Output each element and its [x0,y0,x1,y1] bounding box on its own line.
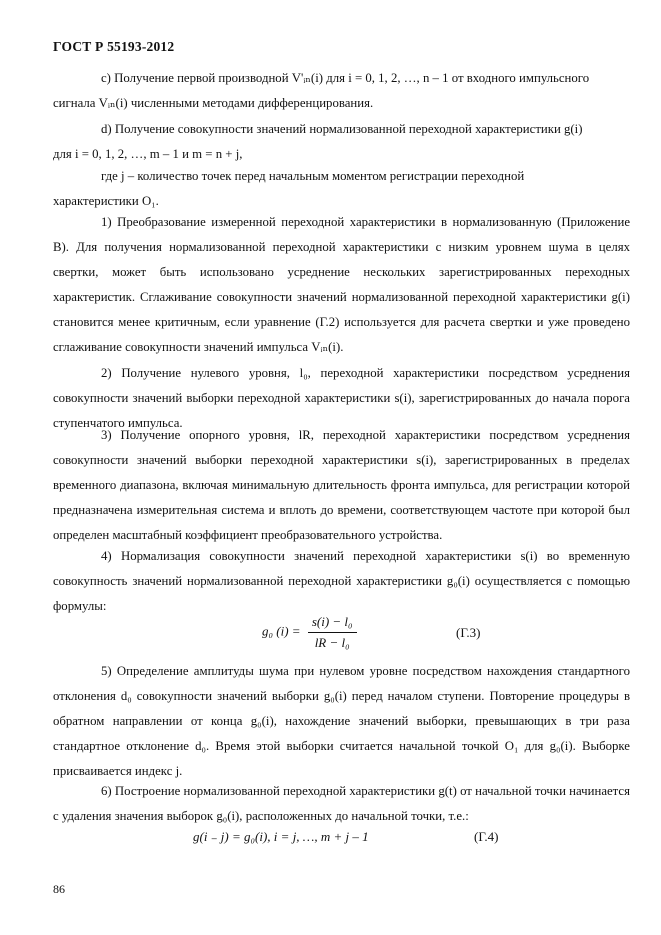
page-number: 86 [53,882,65,896]
formula-g3-numerator: s(i) − l₀ [308,614,357,633]
paragraph-d [53,117,630,167]
formula-g4: g(i ₋ j) = g₀(i), i = j, …, m + j – 1 [193,829,369,844]
paragraph-1: 1) Преобразование измеренной переходной характеристики в нормализованную (Приложение В). Для получения нормализованной переходной характеристики с низким уровнем шума в целях свертки, может быть использовано усреднение нескольких зарегистрированных переходных характеристик. Сглаживание совокупности значений нормализованной переходной характеристики g(i) становится менее критичным, если уравнение (Г.2) используется для расчета свертки и уже проведено сглаживание совокупности значений импульса Vᵢₙ(i). [53,215,630,354]
paragraph-where-j [53,164,630,214]
paragraph-c [53,66,630,116]
document-header: ГОСТ Р 55193-2012 [53,39,175,54]
formula-g3-fraction [308,614,357,651]
paragraph-c-line-1: с) Получение первой производной V'ᵢₙ(i) для i = 0, 1, 2, …, n – 1 от входного импульсного [101,71,590,85]
paragraph-2: 2) Получение нулевого уровня, l₀, переходной характеристики посредством усреднения совокупности значений выборки переходной характеристики s(i), зарегистрированных до начала порога ступенчатого импульса. [53,366,630,430]
paragraph-where-j-line-2: характеристики O₁. [53,194,159,208]
formula-g3 [262,614,357,651]
paragraph-where-j-line-1: где j – количество точек перед начальным моментом регистрации переходной [101,169,525,183]
formula-g3-lhs: g₀ (i) = [262,623,301,639]
paragraph-3: 3) Получение опорного уровня, lR, переходной характеристики посредством усреднения совокупности значений выборки переходной характеристики s(i), зарегистрированных в пределах временного диапазона, включая минимальную длительность фронта импульса, для регистрации которой предназначена измерительная система и вплоть до времени, соответствующем частоте при которой был определен масштабный коэффициент преобразовательного устройства. [53,428,630,542]
paragraph-c-line-2: сигнала Vᵢₙ(i) численными методами дифференцирования. [53,96,374,110]
paragraph-d-line-1: d) Получение совокупности значений нормализованной переходной характеристики g(i) [101,122,583,136]
paragraph-d-line-2: для i = 0, 1, 2, …, m – 1 и m = n + j, [53,147,243,161]
formula-g3-denominator: lR − l₀ [314,635,350,650]
paragraph-6: 6) Построение нормализованной переходной характеристики g(t) от начальной точки начинается с удаления значения выборок g₀(i), расположенных до начальной точки, т.е.: [53,784,630,823]
formula-g3-number: (Г.3) [456,625,481,640]
formula-g4-number: (Г.4) [474,829,499,844]
paragraph-5: 5) Определение амплитуды шума при нулевом уровне посредством нахождения стандартного отклонения d₀ совокупности значений выборки g₀(i) перед началом ступени. Повторение процедуры в обратном направлении от конца g₀(i), нахождение значений выборки, превышающих в три раза стандартное отклонение d₀. Время этой выборки считается начальной точкой O₁ для g₀(i). Выборке присваивается индекс j. [53,664,630,778]
paragraph-4: 4) Нормализация совокупности значений переходной характеристики s(i) во временную совокупность значений нормализованной переходной характеристики g₀(i) осуществляется с помощью формулы: [53,549,630,613]
